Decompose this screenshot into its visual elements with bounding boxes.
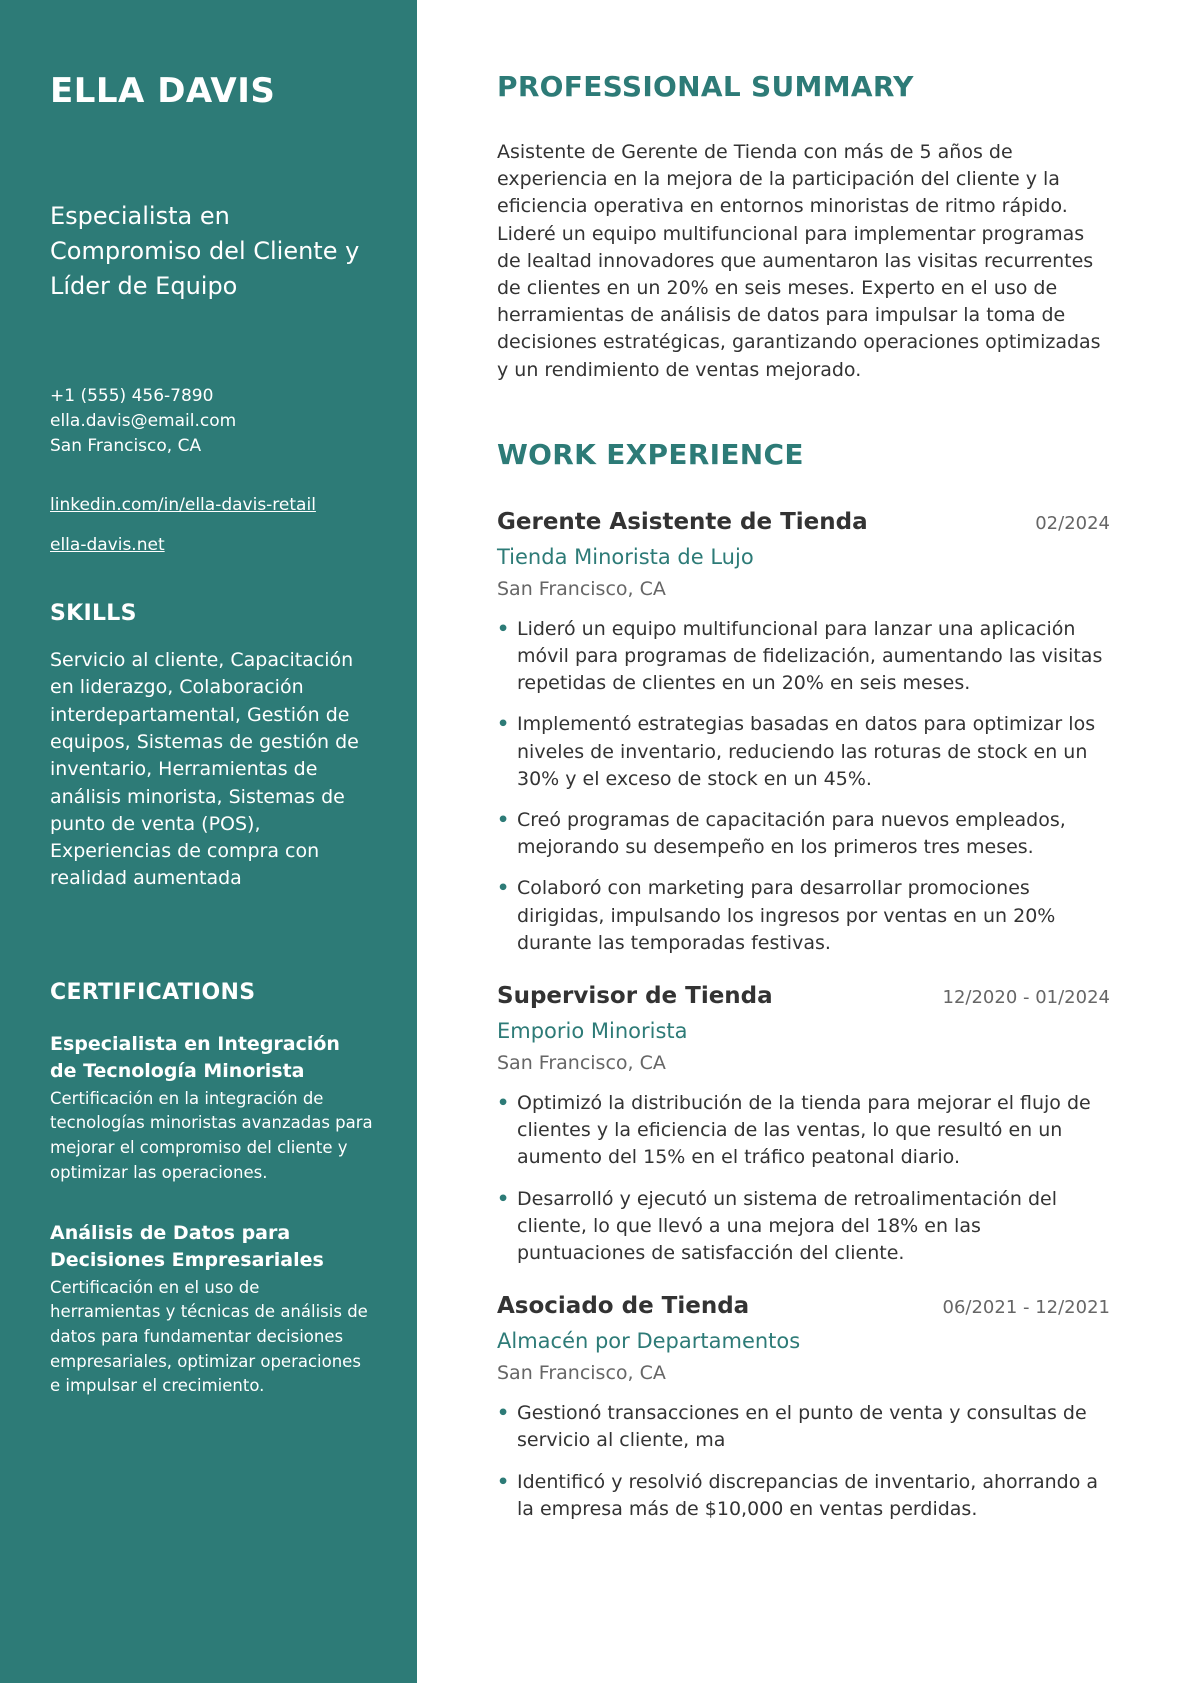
job-bullet (497, 807, 1110, 861)
bullet-text: Optimizó la distribución de la tienda para mejorar el flujo de clientes y la eficiencia de las ventas, lo que resultó en un aumento del 15% en el tráfico peatonal diario. (517, 1092, 1091, 1169)
sidebar (0, 0, 417, 1683)
skills-list: Servicio al cliente, Capacitación en liderazgo, Colaboración interdepartamental, Gestión de equipos, Sistemas de gestión de inventario, Herramientas de análisis minorista, Sistemas de punto de venta (POS), Experiencias de compra con realidad aumentada (50, 649, 359, 890)
job-bullet (497, 1090, 1110, 1172)
skills-heading: SKILLS (50, 601, 137, 627)
job-bullets (497, 1090, 1110, 1267)
certification-description: Certificación en el uso de herramientas y técnicas de análisis de datos para fundamentar decisiones empresariales, optimizar operaciones e impulsar el crecimiento. (50, 1277, 368, 1396)
job-entry (497, 509, 1110, 957)
job-date: 02/2024 (1035, 512, 1110, 534)
bullet-dot-icon: • (497, 617, 510, 640)
certification-item (50, 1220, 373, 1400)
bullet-text: Implementó estrategias basadas en datos para optimizar los niveles de inventario, reduciendo las roturas de stock en un 30% y el exceso de stock en un 45%. (517, 713, 1096, 790)
bullet-text: Lideró un equipo multifuncional para lanzar una aplicación móvil para programas de fidelización, aumentando las visitas repetidas de clientes en un 20% en seis meses. (517, 617, 1103, 695)
job-bullet (497, 711, 1110, 793)
certification-description: Certificación en la integración de tecnologías minoristas avanzadas para mejorar el compromiso del cliente y optimizar las operaciones. (50, 1088, 373, 1182)
bullet-dot-icon: • (497, 1187, 510, 1210)
contact-info (50, 384, 373, 459)
job-location: San Francisco, CA (497, 1052, 666, 1075)
job-entry (497, 1293, 1110, 1523)
bullet-text: Identificó y resolvió discrepancias de inventario, ahorrando a la empresa más de $10,000 en ventas perdidas. (517, 1470, 1099, 1520)
job-location: San Francisco, CA (497, 577, 666, 600)
website-link[interactable]: ella-davis.net (50, 535, 165, 556)
job-title: Supervisor de Tienda (497, 983, 773, 1010)
company-name: Tienda Minorista de Lujo (497, 544, 754, 569)
job-bullets (497, 1400, 1110, 1523)
job-title: Asociado de Tienda (497, 1293, 750, 1320)
certification-title: Análisis de Datos para Decisiones Empresariales (50, 1221, 324, 1271)
bullet-dot-icon: • (497, 877, 510, 900)
candidate-tagline: Especialista en Compromiso del Cliente y Líder de Equipo (50, 202, 360, 301)
bullet-dot-icon: • (497, 809, 510, 832)
phone-number: +1 (555) 456-7890 (50, 386, 214, 407)
summary-text: Asistente de Gerente de Tienda con más de 5 años de experiencia en la mejora de la participación del cliente y la eficiencia operativa en entornos minoristas de ritmo rápido. Lideré un equipo multifuncional para implementar programas de lealtad innovadores que aumentaron las visitas recurrentes de clientes en un 20% en seis meses. Experto en el uso de herramientas de análisis de datos para impulsar la toma de decisiones estratégicas, garantizando operaciones optimizadas y un rendimiento de ventas mejorado. (497, 141, 1101, 381)
bullet-dot-icon: • (497, 713, 510, 736)
job-bullet (497, 616, 1110, 698)
work-experience-heading: WORK EXPERIENCE (497, 437, 804, 471)
job-title: Gerente Asistente de Tienda (497, 508, 868, 535)
job-bullet (497, 1186, 1110, 1268)
job-location: San Francisco, CA (497, 1362, 666, 1385)
job-bullet (497, 1400, 1110, 1454)
bullet-text: Desarrolló y ejecutó un sistema de retroalimentación del cliente, lo que llevó a una mejora del 18% en las puntuaciones de satisfacción del cliente. (517, 1187, 1057, 1265)
job-date: 12/2020 - 01/2024 (942, 987, 1110, 1009)
bullet-text: Colaboró con marketing para desarrollar promociones dirigidas, impulsando los ingresos por ventas en un 20% durante las temporadas festivas. (517, 877, 1056, 954)
job-bullets (497, 616, 1110, 957)
company-name: Emporio Minorista (497, 1019, 688, 1044)
job-date: 06/2021 - 12/2021 (942, 1297, 1110, 1319)
job-bullet (497, 875, 1110, 957)
summary-heading: PROFESSIONAL SUMMARY (497, 70, 914, 103)
main-content (417, 0, 1190, 1683)
location: San Francisco, CA (50, 436, 202, 457)
certifications-heading: CERTIFICATIONS (50, 979, 256, 1005)
certification-title: Especialista en Integración de Tecnología Minorista (50, 1032, 340, 1082)
bullet-text: Creó programas de capacitación para nuevos empleados, mejorando su desempeño en los primeros tres meses. (517, 809, 1066, 859)
bullet-text: Gestionó transacciones en el punto de venta y consultas de servicio al cliente, ma (517, 1402, 1087, 1452)
job-header (497, 1293, 1110, 1319)
linkedin-link[interactable]: linkedin.com/in/ella-davis-retail (50, 495, 316, 516)
job-entry (497, 983, 1110, 1267)
certification-item (50, 1031, 373, 1186)
company-name: Almacén por Departamentos (497, 1329, 801, 1354)
bullet-dot-icon: • (497, 1470, 510, 1493)
job-header (497, 983, 1110, 1009)
job-header (497, 509, 1110, 535)
email-address: ella.davis@email.com (50, 411, 237, 432)
job-bullet (497, 1469, 1110, 1523)
bullet-dot-icon: • (497, 1092, 510, 1115)
bullet-dot-icon: • (497, 1402, 510, 1425)
candidate-name: ELLA DAVIS (50, 71, 276, 111)
profile-links (50, 493, 373, 557)
